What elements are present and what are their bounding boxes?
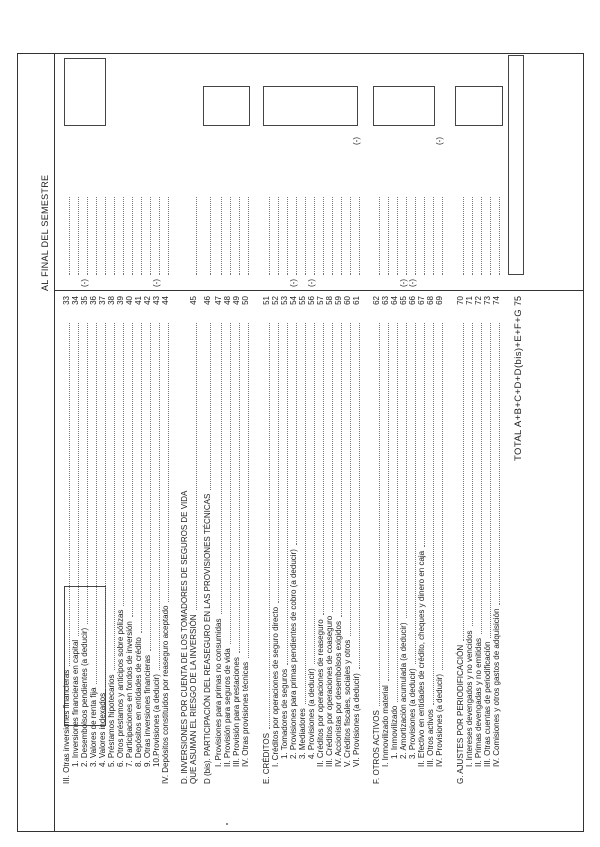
account-label: 2. Provisiones para primas pendientes de cobro (a deducir) [289, 549, 298, 759]
leader-dots [238, 323, 249, 658]
deduct-mark: (-) [352, 137, 361, 145]
row-number: 57 [316, 296, 325, 305]
account-label: 3. Provisiones (a deducir) [408, 668, 417, 759]
account-label: 1. Inmovilizado [390, 705, 399, 759]
row-number: 47 [214, 296, 223, 305]
account-label: 1. Tomadores de seguros [280, 668, 289, 759]
row-number: 68 [426, 296, 435, 305]
row-number: 36 [89, 296, 98, 305]
account-label: IV. Otras provisiones técnicas [241, 661, 250, 767]
account-label: II. Provisión para seguros de vida [223, 648, 232, 767]
account-label: III. Créditos por operaciones de coaseguro [325, 615, 334, 767]
account-label: II. Créditos por operaciones de reaseguro [316, 619, 325, 767]
row-number: 73 [483, 296, 492, 305]
account-label: 7. Participaciones en fondos de inversión [125, 621, 134, 767]
row-number: 48 [223, 296, 232, 305]
account-label: D. INVERSIONES POR CUENTA DE LOS TOMADORES DE SEGUROS DE VIDA [180, 490, 189, 784]
account-label: I. Créditos por operaciones de seguro directo [271, 606, 280, 767]
row-number: 41 [134, 296, 143, 305]
account-label: IV. Accionistas por desembolsos exigidos [334, 620, 343, 767]
deduct-mark: (-) [307, 279, 316, 287]
account-row [188, 54, 199, 831]
account-row [491, 54, 502, 831]
row-number: 52 [271, 296, 280, 305]
account-label: 5. Préstamos hipotecarios [107, 674, 116, 767]
page-mark [226, 823, 228, 825]
account-label: IV. Depósitos constituidos por reaseguro aceptado [161, 605, 170, 784]
row-number: 75 [513, 296, 523, 307]
row-number: 44 [161, 296, 170, 305]
deduct-mark: (-) [152, 279, 161, 287]
leader-dots [200, 323, 211, 490]
balance-sheet-form [17, 53, 584, 832]
value-line [349, 197, 360, 275]
row-number: 43 [152, 296, 161, 305]
account-row [240, 54, 251, 831]
row-number: 53 [280, 296, 289, 305]
row-number: 55 [298, 296, 307, 305]
row-number: 62 [372, 296, 381, 305]
row-number: 69 [435, 296, 444, 305]
deduct-mark: (-) [435, 137, 444, 145]
account-label: 4. Valores indexados [98, 692, 107, 767]
deduct-mark: (-) [408, 279, 417, 287]
account-label: IV. Comisiones y otros gastos de adquisición [492, 608, 501, 767]
account-label: 1. Inversiones financieras en capital [71, 639, 80, 767]
leader-dots [349, 323, 360, 669]
column-title: AL FINAL DEL SEMESTRE [40, 174, 50, 291]
deduct-mark: (-) [399, 279, 408, 287]
account-label: IV. Provisiones (a deducir) [435, 673, 444, 767]
row-number: 50 [241, 296, 250, 305]
deduct-mark: (-) [80, 279, 89, 287]
row-number: 58 [325, 296, 334, 305]
value-line [489, 197, 500, 275]
account-label: III. Provisión para prestaciones [232, 657, 241, 767]
value-line [432, 197, 443, 275]
account-label: II. Primas devengadas y no emitidas [474, 638, 483, 767]
account-label: 6. Otros préstamos y anticipos sobre pólizas [116, 609, 125, 767]
value-line [158, 197, 169, 275]
row-number: 71 [465, 296, 474, 305]
account-label: 3. Valores de renta fija [89, 687, 98, 767]
account-row [160, 54, 171, 831]
account-label: 10.Provisiones (a deducir) [152, 674, 161, 767]
account-label: VI. Provisiones (a deducir) [352, 673, 361, 767]
account-row [351, 54, 362, 831]
account-label: QUE ASUMAN EL RIESGO DE LA INVERSIÓN [189, 614, 198, 784]
account-rows [18, 54, 583, 831]
account-row [434, 54, 445, 831]
leader-dots [186, 323, 197, 610]
account-label: I. Inmovilizado material [381, 685, 390, 767]
row-number: 66 [408, 296, 417, 305]
account-label: D (bis). PARTICIPACIÓN DEL REASEGURO EN LAS PROVISIONES TÉCNICAS [203, 493, 212, 784]
leader-dots [489, 323, 500, 605]
account-label: III. Otras cuentas de periodificación [483, 641, 492, 767]
value-line [200, 197, 211, 275]
account-label: II. Efectivo en entidades de crédito, cheques y dinero en caja [417, 550, 426, 767]
row-number: 72 [474, 296, 483, 305]
row-number: 56 [307, 296, 316, 305]
row-number: 74 [492, 296, 501, 305]
account-label: I. Intereses devengados y no vencidos [465, 630, 474, 767]
row-number: 59 [334, 296, 343, 305]
leader-dots [432, 323, 443, 670]
account-label: TOTAL A+B+C+D+D(bis)+E+F+G [513, 309, 524, 461]
account-label: I. Provisiones para primas no consumidas [214, 618, 223, 767]
account-label: 8. Depósitos en entidades de crédito [134, 637, 143, 767]
row-number: 63 [381, 296, 390, 305]
account-label: 2. Amortización acumulada (a deducir) [399, 622, 408, 759]
account-label: III. Otros activos [426, 709, 435, 767]
row-number: 38 [107, 296, 116, 305]
row-number: 40 [125, 296, 134, 305]
account-label: F. OTROS ACTIVOS [372, 710, 381, 784]
account-label: 2. Desembolsos pendientes (a deducir) [80, 627, 89, 767]
account-label: 4. Provisiones (a deducir) [307, 668, 316, 759]
row-number: 64 [390, 296, 399, 305]
row-number: 45 [189, 296, 198, 305]
deduct-mark: (-) [289, 279, 298, 287]
row-number: 34 [71, 296, 80, 305]
value-line [238, 197, 249, 275]
row-number: 37 [98, 296, 107, 305]
row-number: 33 [62, 296, 71, 305]
value-line [186, 197, 197, 275]
row-number: 60 [343, 296, 352, 305]
row-number: 49 [232, 296, 241, 305]
account-label: 9. Otras inversiones financieras [143, 654, 152, 767]
row-number: 67 [417, 296, 426, 305]
account-label: V. Créditos fiscales, sociales y otros [343, 639, 352, 767]
row-number: 54 [289, 296, 298, 305]
row-number: 35 [80, 296, 89, 305]
account-label: III. Otras inversiones financieras [62, 669, 71, 784]
leader-dots [158, 323, 169, 602]
row-number: 65 [399, 296, 408, 305]
row-number: 70 [456, 296, 465, 305]
row-number: 39 [116, 296, 125, 305]
row-number: 51 [262, 296, 271, 305]
row-number: 61 [352, 296, 361, 305]
account-label: G. AJUSTES POR PERIODIFICACIÓN [456, 644, 465, 784]
account-label: E. CRÉDITOS [262, 733, 271, 784]
total-row [513, 54, 524, 831]
row-number: 42 [143, 296, 152, 305]
row-number: 46 [203, 296, 212, 305]
account-label: 3. Mediadores [298, 708, 307, 759]
